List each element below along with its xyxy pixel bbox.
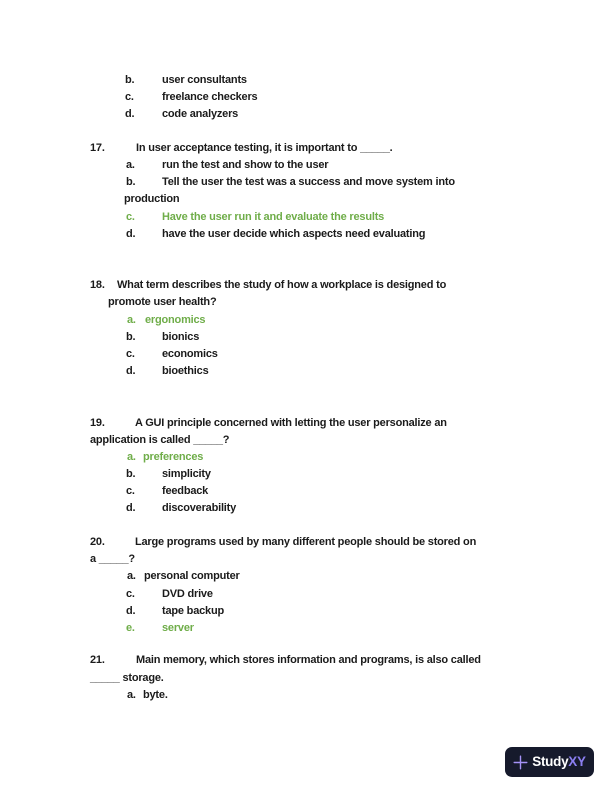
text-segment: A GUI principle concerned with letting the user personalize an bbox=[135, 417, 447, 429]
text-segment: d. bbox=[126, 502, 136, 514]
text-segment: 17. bbox=[90, 142, 105, 154]
question-19-prompt-cont bbox=[0, 434, 612, 448]
text-segment: byte. bbox=[143, 689, 168, 701]
question-17-option-b-cont bbox=[0, 193, 612, 207]
text-segment: ergonomics bbox=[145, 314, 206, 326]
text-segment: a. bbox=[127, 314, 136, 326]
text-segment: promote user health? bbox=[108, 296, 217, 308]
text-segment: b. bbox=[126, 468, 136, 480]
text-segment: a _____? bbox=[90, 553, 135, 565]
text-segment: a. bbox=[127, 570, 136, 582]
question-21-prompt bbox=[0, 654, 612, 668]
text-segment: In user acceptance testing, it is important to _____. bbox=[136, 142, 393, 154]
question-20-option-e-answer bbox=[0, 622, 612, 636]
question-17-option-c-answer bbox=[0, 211, 612, 225]
text-segment: _____ storage. bbox=[90, 672, 164, 684]
question-17-option-a bbox=[0, 159, 612, 173]
question-17-prompt bbox=[0, 142, 612, 156]
question-18-option-a-answer bbox=[0, 314, 612, 328]
text-segment: Large programs used by many different people should be stored on bbox=[135, 536, 477, 548]
question-16-partial-options-option-c bbox=[0, 91, 612, 105]
question-19-option-b bbox=[0, 468, 612, 482]
studyxy-logo-badge bbox=[505, 747, 594, 777]
text-segment: a. bbox=[127, 689, 136, 701]
text-segment: production bbox=[124, 193, 180, 205]
question-18-option-c bbox=[0, 348, 612, 362]
logo-study-text: Study bbox=[532, 754, 569, 770]
text-segment: DVD drive bbox=[162, 588, 213, 600]
question-19-option-a-answer bbox=[0, 451, 612, 465]
text-segment: c. bbox=[126, 348, 135, 360]
text-segment: Have the user run it and evaluate the results bbox=[162, 211, 385, 223]
text-segment: application is called _____? bbox=[90, 434, 230, 446]
text-segment: b. bbox=[126, 176, 136, 188]
text-segment: c. bbox=[126, 588, 135, 600]
text-segment: economics bbox=[162, 348, 218, 360]
text-segment: 19. bbox=[90, 417, 105, 429]
text-segment: 20. bbox=[90, 536, 105, 548]
text-segment: 18. bbox=[90, 279, 105, 291]
text-segment: discoverability bbox=[162, 502, 237, 514]
text-segment: b. bbox=[126, 331, 136, 343]
text-segment: d. bbox=[125, 108, 135, 120]
question-20-prompt bbox=[0, 536, 612, 550]
text-segment: c. bbox=[125, 91, 134, 103]
text-segment: 21. bbox=[90, 654, 105, 666]
text-segment: run the test and show to the user bbox=[162, 159, 329, 171]
text-segment: Main memory, which stores information and programs, is also called bbox=[136, 654, 481, 666]
text-segment: Tell the user the test was a success and move system into bbox=[162, 176, 455, 188]
text-segment: a. bbox=[126, 159, 135, 171]
question-18-option-d bbox=[0, 365, 612, 379]
question-20-option-d bbox=[0, 605, 612, 619]
question-18-option-b bbox=[0, 331, 612, 345]
text-segment: feedback bbox=[162, 485, 209, 497]
question-18-prompt-cont bbox=[0, 296, 612, 310]
text-segment: What term describes the study of how a workplace is designed to bbox=[117, 279, 447, 291]
text-segment: d. bbox=[126, 605, 136, 617]
text-segment: c. bbox=[126, 485, 135, 497]
question-21-prompt-cont bbox=[0, 672, 612, 686]
plus-icon bbox=[513, 755, 528, 770]
text-segment: preferences bbox=[143, 451, 204, 463]
text-segment: code analyzers bbox=[162, 108, 239, 120]
text-segment: d. bbox=[126, 228, 136, 240]
question-20-option-a bbox=[0, 570, 612, 584]
text-segment: simplicity bbox=[162, 468, 211, 480]
text-segment: c. bbox=[126, 211, 135, 223]
text-segment: b. bbox=[125, 74, 135, 86]
question-16-partial-options-option-d bbox=[0, 108, 612, 122]
text-segment: bioethics bbox=[162, 365, 209, 377]
question-19-option-c bbox=[0, 485, 612, 499]
logo-xy-text: XY bbox=[568, 754, 586, 770]
text-segment: e. bbox=[126, 622, 135, 634]
text-segment: freelance checkers bbox=[162, 91, 258, 103]
text-segment: a. bbox=[127, 451, 136, 463]
text-segment: user consultants bbox=[162, 74, 247, 86]
text-segment: d. bbox=[126, 365, 136, 377]
question-21-option-a bbox=[0, 689, 612, 703]
text-segment: bionics bbox=[162, 331, 200, 343]
text-segment: have the user decide which aspects need evaluating bbox=[162, 228, 426, 240]
question-17-option-d bbox=[0, 228, 612, 242]
logo-wordmark bbox=[532, 755, 585, 769]
question-18-prompt bbox=[0, 279, 612, 293]
question-19-prompt bbox=[0, 417, 612, 431]
text-segment: tape backup bbox=[162, 605, 224, 617]
text-segment: server bbox=[162, 622, 194, 634]
question-19-option-d bbox=[0, 502, 612, 516]
question-16-partial-options-option-b bbox=[0, 74, 612, 88]
question-20-option-c bbox=[0, 588, 612, 602]
text-segment: personal computer bbox=[144, 570, 240, 582]
question-17-option-b bbox=[0, 176, 612, 190]
question-20-prompt-cont bbox=[0, 553, 612, 567]
